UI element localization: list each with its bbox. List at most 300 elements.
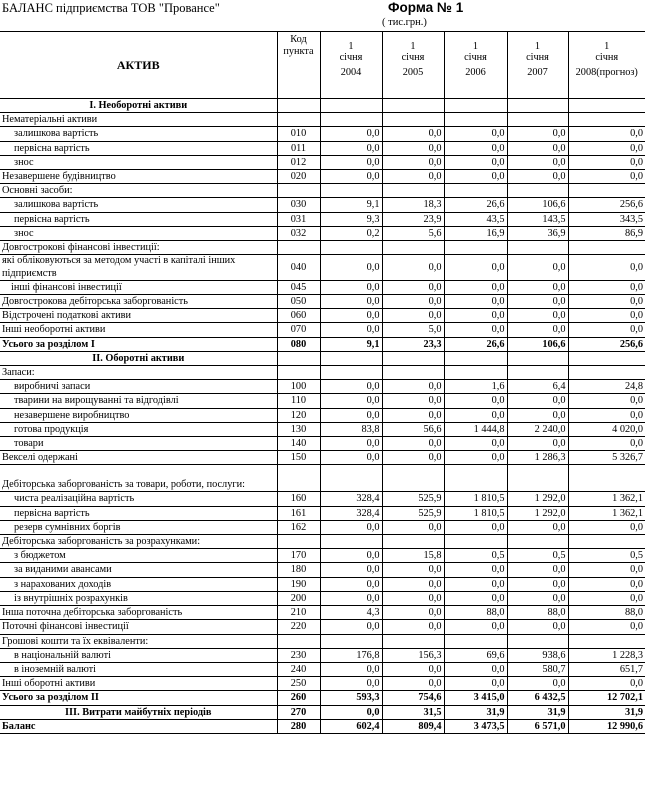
row-value: [382, 351, 444, 365]
row-value: 0,0: [507, 323, 568, 337]
row-value: 0,0: [320, 591, 382, 605]
col-year-header: [320, 32, 382, 99]
row-value: [568, 99, 645, 113]
row-value: 0,0: [568, 170, 645, 184]
table-row: [0, 719, 645, 733]
row-value: 0,0: [382, 394, 444, 408]
row-value: [320, 113, 382, 127]
row-value: 580,7: [507, 662, 568, 676]
row-value: [382, 465, 444, 492]
row-value: 0,0: [382, 141, 444, 155]
row-value: 9,3: [320, 212, 382, 226]
row-code: 150: [277, 451, 320, 465]
table-row: [0, 662, 645, 676]
row-value: 0,0: [507, 408, 568, 422]
table-row: [0, 422, 645, 436]
row-label: Дебіторська заборгованість за розрахунками:: [0, 535, 277, 549]
row-label: із внутрішніх розрахунків: [0, 591, 277, 605]
row-code: 240: [277, 662, 320, 676]
table-row: [0, 170, 645, 184]
row-value: 4 020,0: [568, 422, 645, 436]
row-value: [382, 535, 444, 549]
row-value: [507, 634, 568, 648]
table-row: [0, 337, 645, 351]
row-value: 0,0: [382, 295, 444, 309]
units-note: ( тис.грн.): [382, 17, 427, 28]
row-label: незавершене виробництво: [0, 408, 277, 422]
row-value: 31,9: [444, 705, 507, 719]
row-value: 56,6: [382, 422, 444, 436]
table-row: [0, 451, 645, 465]
row-value: 0,0: [382, 280, 444, 294]
row-code: [277, 99, 320, 113]
table-row: [0, 691, 645, 705]
row-value: 0,0: [444, 141, 507, 155]
row-value: 0,0: [568, 255, 645, 281]
row-value: [444, 99, 507, 113]
row-value: [507, 351, 568, 365]
row-value: [320, 366, 382, 380]
row-code: 031: [277, 212, 320, 226]
row-value: 5,0: [382, 323, 444, 337]
row-value: 0,5: [507, 549, 568, 563]
row-value: 26,6: [444, 198, 507, 212]
row-value: 0,0: [568, 563, 645, 577]
row-code: 260: [277, 691, 320, 705]
table-row: [0, 394, 645, 408]
row-label: товари: [0, 437, 277, 451]
table-row: [0, 408, 645, 422]
row-value: [444, 634, 507, 648]
row-value: 0,0: [382, 170, 444, 184]
row-value: 0,0: [444, 309, 507, 323]
row-code: [277, 351, 320, 365]
row-value: 31,5: [382, 705, 444, 719]
row-code: 012: [277, 155, 320, 169]
row-code: [277, 113, 320, 127]
row-code: 161: [277, 506, 320, 520]
row-value: [444, 465, 507, 492]
row-label: чиста реалізаційна вартість: [0, 492, 277, 506]
row-value: 0,0: [382, 255, 444, 281]
row-value: 0,0: [444, 520, 507, 534]
table-row: [0, 99, 645, 113]
row-code: 210: [277, 606, 320, 620]
row-value: [568, 535, 645, 549]
year-month: січня: [526, 52, 549, 63]
row-value: 0,0: [320, 677, 382, 691]
row-value: [320, 634, 382, 648]
row-value: 0,0: [568, 520, 645, 534]
row-value: 0,0: [320, 309, 382, 323]
row-value: 0,0: [320, 127, 382, 141]
row-code: 162: [277, 520, 320, 534]
row-value: 0,0: [320, 705, 382, 719]
row-label: Усього за розділом ІІ: [0, 691, 277, 705]
row-value: 0,0: [507, 437, 568, 451]
row-value: 0,0: [320, 323, 382, 337]
row-value: [507, 366, 568, 380]
row-code: 190: [277, 577, 320, 591]
row-label: ІІ. Оборотні активи: [0, 351, 277, 365]
col-actiu-header: АКТИВ: [0, 32, 277, 99]
table-row: [0, 520, 645, 534]
table-row: [0, 226, 645, 240]
row-value: [444, 184, 507, 198]
year-value: 2006: [465, 67, 486, 78]
row-value: 0,0: [382, 437, 444, 451]
row-value: 0,0: [382, 577, 444, 591]
row-value: 0,0: [444, 155, 507, 169]
row-code: 011: [277, 141, 320, 155]
row-label: залишкова вартість: [0, 127, 277, 141]
row-value: 0,0: [568, 127, 645, 141]
row-value: 0,0: [444, 577, 507, 591]
row-value: 0,0: [444, 620, 507, 634]
row-value: 88,0: [568, 606, 645, 620]
row-value: 0,0: [568, 280, 645, 294]
row-value: 0,0: [568, 591, 645, 605]
row-label: первісна вартість: [0, 506, 277, 520]
row-value: 86,9: [568, 226, 645, 240]
row-code: 060: [277, 309, 320, 323]
row-value: 0,0: [382, 591, 444, 605]
row-value: 0,0: [507, 563, 568, 577]
row-value: [507, 465, 568, 492]
row-value: 0,0: [568, 577, 645, 591]
row-value: 0,0: [507, 620, 568, 634]
row-value: 0,0: [568, 309, 645, 323]
table-row: [0, 492, 645, 506]
table-row: [0, 549, 645, 563]
year-value: 2008(прогноз): [575, 67, 638, 78]
row-label: Грошові кошти та їх еквіваленти:: [0, 634, 277, 648]
row-value: 0,0: [444, 394, 507, 408]
row-value: 5,6: [382, 226, 444, 240]
row-value: 0,0: [320, 155, 382, 169]
row-value: 0,0: [507, 170, 568, 184]
row-code: 040: [277, 255, 320, 281]
row-code: 080: [277, 337, 320, 351]
table-row: [0, 677, 645, 691]
table-row: [0, 648, 645, 662]
row-value: 6 432,5: [507, 691, 568, 705]
row-value: 0,0: [320, 437, 382, 451]
row-value: 9,1: [320, 198, 382, 212]
row-value: [320, 535, 382, 549]
row-value: 256,6: [568, 198, 645, 212]
table-row: [0, 309, 645, 323]
row-label: які обліковуються за методом участі в капіталі інших підприємств: [0, 255, 277, 281]
row-value: 0,0: [444, 127, 507, 141]
row-value: 16,9: [444, 226, 507, 240]
balance-table: [0, 31, 645, 734]
row-value: 651,7: [568, 662, 645, 676]
row-code: 050: [277, 295, 320, 309]
row-value: 1 228,3: [568, 648, 645, 662]
row-label: резерв сумнівних боргів: [0, 520, 277, 534]
row-value: 12 702,1: [568, 691, 645, 705]
row-code: 110: [277, 394, 320, 408]
row-label: [0, 280, 277, 294]
row-code: [277, 366, 320, 380]
row-value: 23,3: [382, 337, 444, 351]
row-code: 100: [277, 380, 320, 394]
row-value: 0,0: [320, 141, 382, 155]
row-value: 328,4: [320, 492, 382, 506]
row-value: 593,3: [320, 691, 382, 705]
row-value: 0,0: [320, 577, 382, 591]
row-value: [320, 465, 382, 492]
row-value: 0,2: [320, 226, 382, 240]
row-value: 1 292,0: [507, 506, 568, 520]
row-label: Незавершене будівництво: [0, 170, 277, 184]
table-row: [0, 127, 645, 141]
row-value: [444, 351, 507, 365]
row-value: 0,0: [568, 323, 645, 337]
row-value: 0,0: [568, 295, 645, 309]
row-label: Основні засоби:: [0, 184, 277, 198]
row-value: 0,0: [507, 394, 568, 408]
row-value: [568, 366, 645, 380]
row-value: 18,3: [382, 198, 444, 212]
row-label: Довгострокова дебіторська заборгованість: [0, 295, 277, 309]
year-value: 2004: [340, 67, 362, 78]
row-value: 1 292,0: [507, 492, 568, 506]
year-month: січня: [401, 52, 425, 63]
row-code: 020: [277, 170, 320, 184]
year-month: січня: [339, 52, 363, 63]
table-row: [0, 506, 645, 520]
row-code: 280: [277, 719, 320, 733]
table-row: [0, 280, 645, 294]
row-value: 3 473,5: [444, 719, 507, 733]
row-code: 170: [277, 549, 320, 563]
row-value: 5 326,7: [568, 451, 645, 465]
row-label: знос: [0, 226, 277, 240]
row-value: [382, 99, 444, 113]
col-year-header: [382, 32, 444, 99]
row-code: [277, 241, 320, 255]
row-label: Інші необоротні активи: [0, 323, 277, 337]
row-label: знос: [0, 155, 277, 169]
row-value: 0,0: [507, 520, 568, 534]
row-label: ІІІ. Витрати майбутніх періодів: [0, 705, 277, 719]
row-label: Баланс: [0, 719, 277, 733]
row-code: 030: [277, 198, 320, 212]
table-row: [0, 323, 645, 337]
row-code: 220: [277, 620, 320, 634]
row-value: [382, 184, 444, 198]
row-value: 0,0: [382, 155, 444, 169]
row-value: 36,9: [507, 226, 568, 240]
row-value: 15,8: [382, 549, 444, 563]
year-month: січня: [464, 52, 487, 63]
row-value: 0,0: [382, 563, 444, 577]
row-value: 1 362,1: [568, 506, 645, 520]
table-header-row: [0, 32, 645, 99]
document-title: БАЛАНС підприємства ТОВ "Провансе": [2, 1, 220, 15]
row-value: 9,1: [320, 337, 382, 351]
table-row: [0, 591, 645, 605]
row-value: 31,9: [507, 705, 568, 719]
row-value: 0,0: [320, 170, 382, 184]
row-value: 0,0: [320, 380, 382, 394]
row-code: 160: [277, 492, 320, 506]
row-value: 143,5: [507, 212, 568, 226]
row-label: в національній валюті: [0, 648, 277, 662]
row-value: 754,6: [382, 691, 444, 705]
table-row: [0, 241, 645, 255]
row-value: [507, 241, 568, 255]
row-code: [277, 634, 320, 648]
row-value: [320, 241, 382, 255]
row-value: 0,0: [507, 577, 568, 591]
row-value: 1,6: [444, 380, 507, 394]
row-value: [568, 634, 645, 648]
table-row: [0, 437, 645, 451]
row-value: 256,6: [568, 337, 645, 351]
row-code: 230: [277, 648, 320, 662]
row-value: 938,6: [507, 648, 568, 662]
row-value: 3 415,0: [444, 691, 507, 705]
year-day: 1: [534, 41, 541, 52]
row-code: 045: [277, 280, 320, 294]
row-code: 130: [277, 422, 320, 436]
row-value: 0,0: [444, 563, 507, 577]
row-value: [320, 184, 382, 198]
table-row: [0, 113, 645, 127]
row-value: 88,0: [507, 606, 568, 620]
row-label: Запаси:: [0, 366, 277, 380]
row-value: [444, 241, 507, 255]
row-label: Відстрочені податкові активи: [0, 309, 277, 323]
row-value: 0,0: [568, 620, 645, 634]
row-code: 010: [277, 127, 320, 141]
table-row: [0, 705, 645, 719]
row-value: 0,0: [320, 295, 382, 309]
year-day: 1: [410, 41, 416, 52]
row-label: за виданими авансами: [0, 563, 277, 577]
row-value: 0,0: [444, 662, 507, 676]
row-label: Поточні фінансові інвестиції: [0, 620, 277, 634]
table-row: [0, 563, 645, 577]
row-code: 120: [277, 408, 320, 422]
row-label: первісна вартість: [0, 212, 277, 226]
row-value: [568, 241, 645, 255]
row-value: 0,0: [568, 677, 645, 691]
row-label: в іноземній валюті: [0, 662, 277, 676]
row-value: [320, 351, 382, 365]
row-value: 106,6: [507, 337, 568, 351]
row-value: [568, 184, 645, 198]
row-code: 250: [277, 677, 320, 691]
row-label: Довгострокові фінансові інвестиції:: [0, 241, 277, 255]
row-value: 0,0: [382, 606, 444, 620]
row-value: 1 286,3: [507, 451, 568, 465]
row-value: 0,0: [382, 520, 444, 534]
row-value: 0,0: [382, 408, 444, 422]
row-code: 140: [277, 437, 320, 451]
row-value: 0,0: [444, 437, 507, 451]
table-row: [0, 620, 645, 634]
row-value: 0,0: [444, 591, 507, 605]
table-row: [0, 465, 645, 492]
col-year-header: [568, 32, 645, 99]
row-label: Дебіторська заборгованість за товари, роботи, послуги:: [0, 465, 277, 492]
row-value: 0,0: [507, 591, 568, 605]
row-value: 0,0: [568, 408, 645, 422]
year-month: січня: [595, 52, 619, 63]
row-value: 0,0: [568, 394, 645, 408]
year-value: 2005: [402, 67, 424, 78]
row-value: 0,0: [382, 451, 444, 465]
year-day: 1: [604, 41, 610, 52]
row-value: 0,0: [320, 549, 382, 563]
row-value: 0,0: [382, 620, 444, 634]
row-code: 070: [277, 323, 320, 337]
col-year-header: [444, 32, 507, 99]
row-label: з нарахованих доходів: [0, 577, 277, 591]
row-value: 0,0: [320, 255, 382, 281]
row-value: 0,0: [507, 141, 568, 155]
row-label: готова продукція: [0, 422, 277, 436]
row-label: первісна вартість: [0, 141, 277, 155]
row-value: 0,0: [320, 394, 382, 408]
row-value: 602,4: [320, 719, 382, 733]
row-value: 0,0: [320, 451, 382, 465]
row-value: [382, 366, 444, 380]
row-value: 176,8: [320, 648, 382, 662]
table-row: [0, 535, 645, 549]
col-code-header: Код пункта: [277, 32, 320, 99]
table-row: [0, 255, 645, 281]
table-row: [0, 351, 645, 365]
row-value: 0,0: [382, 380, 444, 394]
row-code: [277, 535, 320, 549]
table-row: [0, 634, 645, 648]
row-value: 1 444,8: [444, 422, 507, 436]
row-value: 0,5: [568, 549, 645, 563]
row-value: 1 362,1: [568, 492, 645, 506]
row-value: 0,0: [444, 408, 507, 422]
row-value: 343,5: [568, 212, 645, 226]
row-value: 0,0: [444, 323, 507, 337]
row-value: 0,5: [444, 549, 507, 563]
year-day: 1: [472, 41, 479, 52]
row-value: 328,4: [320, 506, 382, 520]
table-row: [0, 184, 645, 198]
row-label: залишкова вартість: [0, 198, 277, 212]
row-value: 24,8: [568, 380, 645, 394]
row-label: Інша поточна дебіторська заборгованість: [0, 606, 277, 620]
row-value: 6,4: [507, 380, 568, 394]
row-value: 0,0: [382, 662, 444, 676]
row-value: 156,3: [382, 648, 444, 662]
table-row: [0, 295, 645, 309]
row-value: [444, 113, 507, 127]
row-value: 0,0: [568, 141, 645, 155]
row-value: [320, 99, 382, 113]
col-year-header: [507, 32, 568, 99]
row-value: 525,9: [382, 506, 444, 520]
row-value: [568, 351, 645, 365]
row-value: 31,9: [568, 705, 645, 719]
row-value: 0,0: [444, 295, 507, 309]
row-value: 106,6: [507, 198, 568, 212]
row-code: 200: [277, 591, 320, 605]
table-row: [0, 141, 645, 155]
